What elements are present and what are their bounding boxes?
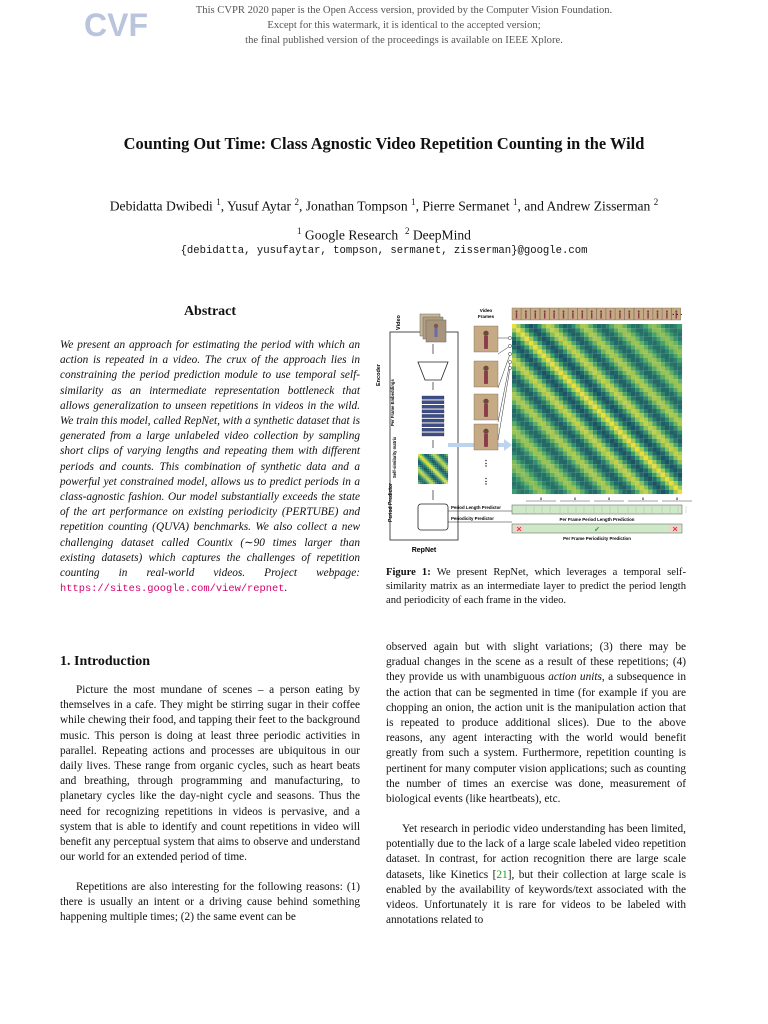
frame-connector-lines xyxy=(498,336,512,440)
intro-paragraph-3 xyxy=(386,640,686,807)
watermark-line-2: Except for this watermark, it is identical to the accepted version; xyxy=(267,20,541,31)
citation-link[interactable]: 21 xyxy=(496,868,508,881)
abstract-body: We present an approach for estimating the period with which an action is repeated in a video. The crux of the approach lies in constraining the period prediction module to use temporal self-similarity as an intermediate representation bottleneck that allows generalization to unseen repetitions in videos in the wild. We train this model, called RepNet, with a synthetic dataset that is generated from a large unlabeled video collection by sampling short clips of varying lengths and repeating them with different periods and counts. This combination of synthetic data and a powerful yet constrained model, allows us to predict periods in a class-agnostic fashion. Our model substantially exceeds the state of the art performance on existing periodicity (PERTUBE) and repetition counting (QUVA) benchmarks. We also collect a new challenging dataset called Countix (∼90 times larger than existing datasets) which captures the challenges of repetition counting in real-world videos. Project webpage: xyxy=(60,339,360,580)
embeddings-label: Per Frame Embeddings xyxy=(390,379,395,426)
affiliation-number: 2 xyxy=(404,226,410,236)
frame-row-dots: · · · xyxy=(672,311,683,319)
figure-caption xyxy=(386,566,686,608)
affiliations xyxy=(0,226,768,244)
embeddings-stack xyxy=(422,396,444,436)
video-frames-label: Video xyxy=(479,308,493,313)
affiliation-name: Google Research xyxy=(304,227,399,243)
abstract-end: . xyxy=(284,582,288,595)
author-name: Debidatta Dwibedi xyxy=(109,198,213,214)
self-similarity-matrix xyxy=(512,324,682,494)
intro-paragraph-4 xyxy=(386,822,686,928)
periodicity-predictor-label: Periodicity Predictor xyxy=(451,516,494,521)
periodicity-prediction-label: Per Frame Periodicity Prediction xyxy=(563,536,631,541)
author-name: Pierre Sermanet xyxy=(422,198,510,214)
video-stack-icon xyxy=(420,314,446,342)
para-text: Yet research in periodic video understanding has been limited, potentially due to the lack of a large scale labeled video repetition dataset. In contrast, for action recognition there are large scale datasets, like Kinetics [ xyxy=(386,823,686,881)
abstract-heading: Abstract xyxy=(183,304,237,319)
period-length-predictor-label: Period Length Predictor xyxy=(451,505,502,510)
author-affiliation: 1 xyxy=(216,197,221,207)
cross-icon: ✕ xyxy=(516,525,522,534)
video-label: Video xyxy=(396,315,402,330)
period-predictor-box xyxy=(418,504,448,530)
encoder-trapezoid xyxy=(418,362,448,380)
affiliation-number: 1 xyxy=(297,226,302,236)
author-affiliation: 1 xyxy=(512,197,518,207)
author-affiliation: 1 xyxy=(411,197,416,207)
author-name: Yusuf Aytar xyxy=(226,198,292,214)
watermark-line-3: the final published version of the proceedings is available on IEEE Xplore. xyxy=(245,35,563,46)
period-length-bar xyxy=(512,505,682,514)
watermark-line-1: This CVPR 2020 paper is the Open Access version, provided by the Computer Vision Foundation. xyxy=(195,5,613,16)
figure-caption-text: We present RepNet, which leverages a temporal self-similarity matrix as an intermediate layer to predict the period length and periodicity of each frame in the video. xyxy=(386,567,686,606)
period-length-prediction-label: Per Frame Period Length Prediction xyxy=(559,517,635,522)
svg-text:8: 8 xyxy=(573,496,577,501)
para-italic: action units xyxy=(548,671,602,684)
figure-caption-label: Figure 1: xyxy=(386,567,431,578)
frame-column xyxy=(474,326,498,450)
frame-column-dots: ⋮ xyxy=(482,459,490,468)
paper-title: Counting Out Time: Class Agnostic Video Repetition Counting in the Wild xyxy=(123,134,645,153)
para-text: , a subsequence in the action that can be segmented in time (for example if you are chopping an onion, the action unit is the manipulation action that is repeated to produce additional slices). Due to the above reasons, any agent interacting with the world would benefit greatly from such a system. Furthermore, repetition counting is pertinent for many computer vision applications; such as counting the number of times an exercise was done, measurement of biological events (like heartbeats), etc. xyxy=(386,671,686,806)
repnet-label: RepNet xyxy=(411,547,437,554)
author-emails: {debidatta, yusufaytar, tompson, sermanet, zisserman}@google.com xyxy=(180,245,588,257)
encoder-label: Encoder xyxy=(376,363,382,386)
affiliation-name: DeepMind xyxy=(412,227,471,243)
svg-text:8: 8 xyxy=(607,496,611,501)
author-name: Jonathan Tompson xyxy=(305,198,408,214)
intro-paragraph-2: Repetitions are also interesting for the following reasons: (1) there is usually an intent or a driving cause behind something happening multiple times; (2) the same event can be xyxy=(60,881,360,924)
project-webpage-link[interactable]: https://sites.google.com/view/repnet xyxy=(60,583,285,596)
svg-text:8: 8 xyxy=(641,496,645,501)
small-ssm-matrix xyxy=(418,454,448,484)
section-heading-introduction: 1. Introduction xyxy=(60,654,150,669)
figure-repnet-diagram xyxy=(376,306,686,558)
para-text: ], but their collection at large scale is enabled by the availability of keywords/text associated with the videos. Unfortunately it is rare for videos to be labeled with annotations related to xyxy=(386,868,686,927)
cross-icon: ✕ xyxy=(672,525,678,534)
frame-row xyxy=(512,308,681,320)
author-affiliation: 2 xyxy=(294,197,299,207)
svg-text:8: 8 xyxy=(675,496,679,501)
video-frames-label-2: Frames xyxy=(477,314,495,319)
author-list: Debidatta Dwibedi $^1$, Yusuf Aytar $^2$, Jonathan Tompson $^1$, Pierre Sermanet $^1$, and Andrew Zisserman $^2$ xyxy=(109,197,659,214)
period-predictor-label: Period Predictor xyxy=(388,483,394,522)
check-icon: ✓ xyxy=(594,525,600,534)
cvf-logo-text: CVF xyxy=(84,7,148,43)
cvf-logo xyxy=(84,6,148,43)
intro-paragraph-1: Picture the most mundane of scenes – a person eating by themselves in a cafe. They might be stirring sugar in their coffee while chewing their food, and tapping their feet to the background music. This person is doing at least three periodic activities in parallel. Repeating actions and processes are ubiquitous in our daily lives. These range from organic cycles, such as heart beats and breathing, through programming and manufacturing, to planetary cycles like the day-night cycle and seasons. Thus the need for recognizing repetitions in videos is pervasive, and a system that is able to identify and count repetitions in video will benefit any perceptual system that aims to observe and understand our world for an extended period of time. xyxy=(60,684,360,864)
author-affiliation: 2 xyxy=(653,197,659,207)
ssm-label: Self-similarity matrix xyxy=(392,436,397,478)
frame-column-dots-2: ⋮ xyxy=(482,477,490,486)
abstract-text xyxy=(60,338,360,597)
author-name: Andrew Zisserman xyxy=(546,198,651,214)
svg-text:8: 8 xyxy=(539,496,543,501)
para-text: observed again but with slight variations; (3) there may be gradual changes in the scene as a result of these repetitions; (4) they provide us with unambiguous xyxy=(386,641,686,684)
